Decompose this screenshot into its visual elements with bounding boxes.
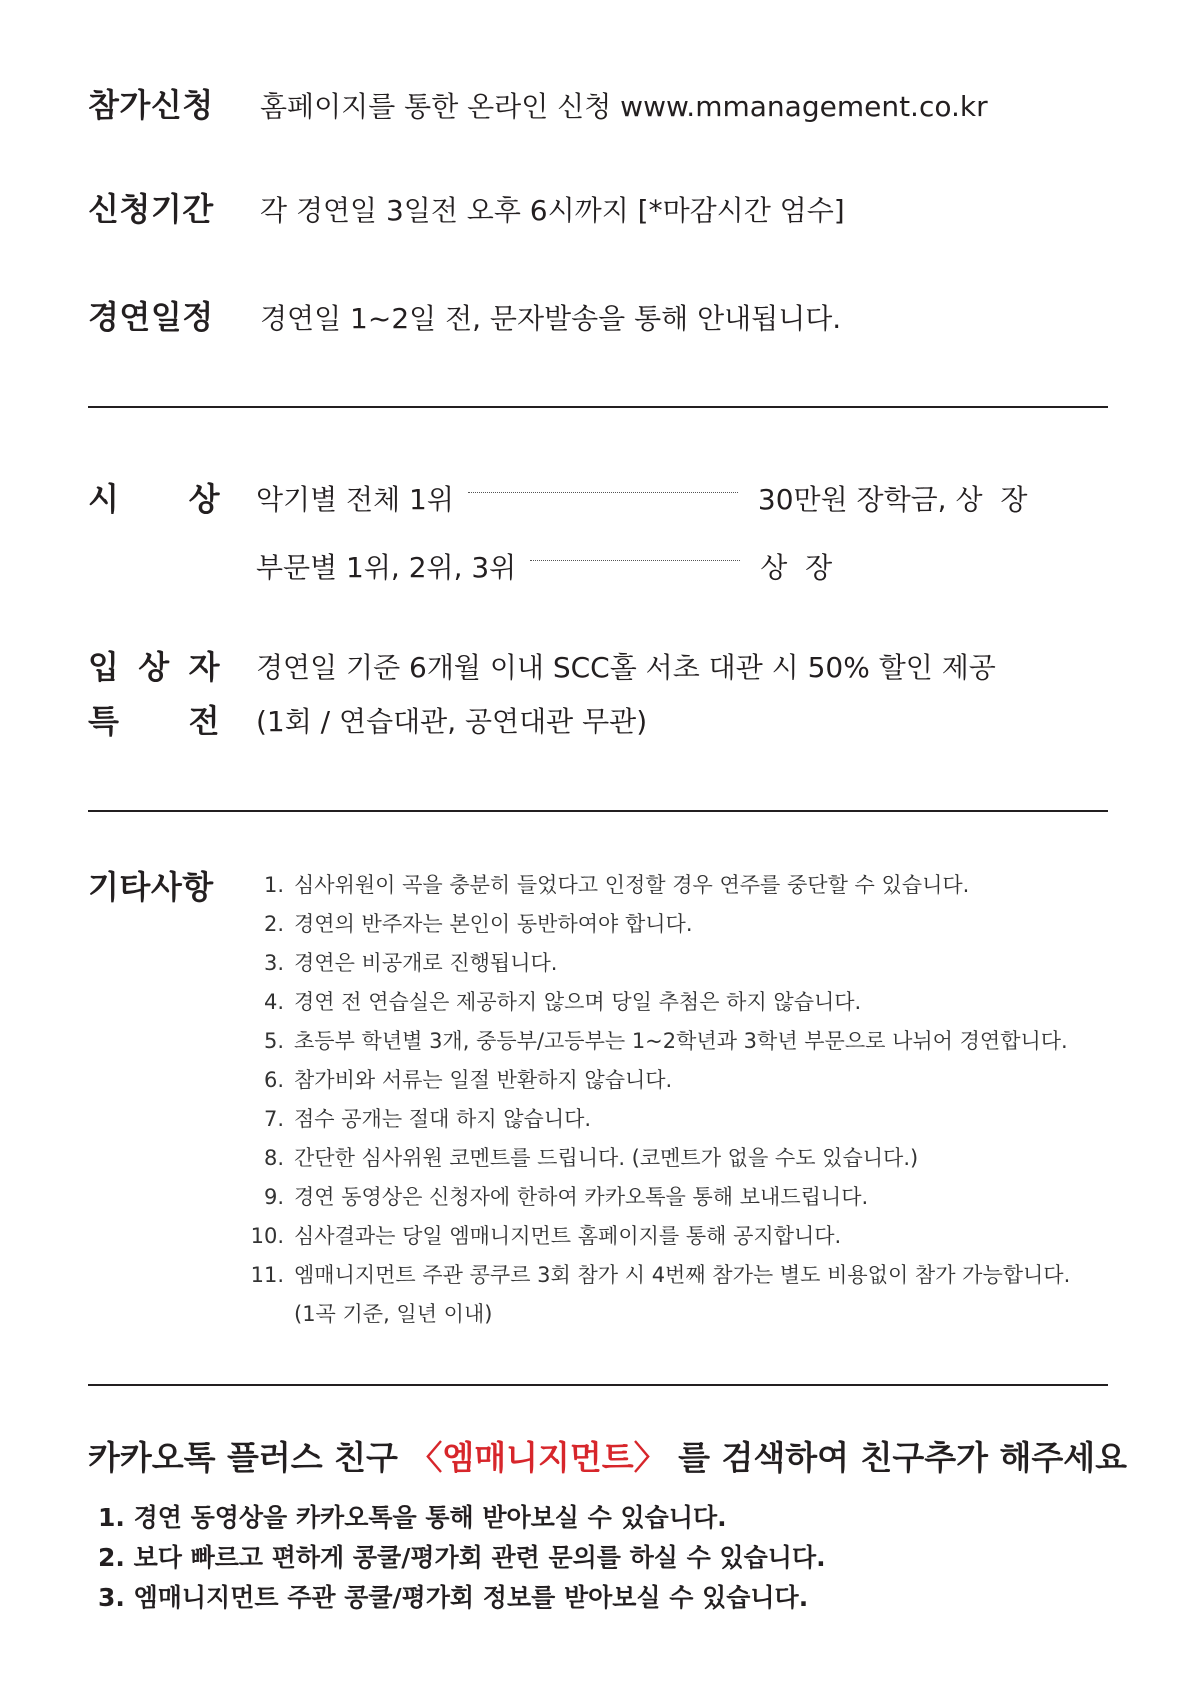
section-divider bbox=[88, 1384, 1108, 1386]
list-item-number bbox=[246, 1295, 284, 1334]
kakao-title-prefix: 카카오톡 플러스 친구 bbox=[88, 1438, 410, 1477]
list-item-number: 5. bbox=[263, 1029, 284, 1053]
list-item-number: 8. bbox=[263, 1146, 284, 1170]
schedule-value: 경연일 1~2일 전, 문자발송을 통해 안내됩니다. bbox=[260, 302, 842, 335]
awards-label bbox=[88, 474, 220, 520]
award-item-reward: 30만원 장학금, 상 장 bbox=[757, 483, 1028, 516]
list-item bbox=[246, 866, 1126, 905]
application-period-label: 신청기간 bbox=[88, 190, 214, 228]
list-item-text: 점수 공개는 절대 하지 않습니다. bbox=[294, 1107, 592, 1131]
application-method-value: 홈페이지를 통한 온라인 신청 www.mmanagement.co.kr bbox=[260, 90, 988, 123]
kakao-benefits-list bbox=[98, 1498, 826, 1618]
award-item-reward: 상 장 bbox=[760, 551, 833, 584]
application-method-label: 참가신청 bbox=[88, 86, 214, 124]
section-divider bbox=[88, 810, 1108, 812]
list-item-number: 4. bbox=[263, 990, 284, 1014]
award-item-name: 악기별 전체 1위 bbox=[256, 483, 454, 516]
list-item bbox=[246, 1061, 1126, 1100]
list-item-number: 1. bbox=[263, 873, 284, 897]
list-item-text: (1곡 기준, 일년 이내) bbox=[294, 1302, 493, 1326]
list-item-text: 경연 동영상은 신청자에 한하여 카카오톡을 통해 보내드립니다. bbox=[294, 1185, 869, 1209]
list-item-text: 엠매니지먼트 주관 콩쿠르 3회 참가 시 4번째 참가는 별도 비용없이 참가 가능합니다. bbox=[294, 1263, 1071, 1287]
list-item-text: 심사결과는 당일 엠매니지먼트 홈페이지를 통해 공지합니다. bbox=[294, 1224, 842, 1248]
list-item bbox=[246, 983, 1126, 1022]
list-item bbox=[246, 1139, 1126, 1178]
list-item bbox=[246, 1100, 1126, 1139]
benefit-line1: 경연일 기준 6개월 이내 SCC홀 서초 대관 시 50% 할인 제공 bbox=[256, 651, 996, 684]
section-divider bbox=[88, 406, 1108, 408]
schedule-row bbox=[88, 292, 841, 338]
list-item-text: 참가비와 서류는 일절 반환하지 않습니다. bbox=[294, 1068, 673, 1092]
list-item-text: 간단한 심사위원 코멘트를 드립니다. (코멘트가 없을 수도 있습니다.) bbox=[294, 1146, 919, 1170]
awards-label-char: 상 bbox=[188, 480, 220, 518]
benefit-line2: (1회 / 연습대관, 공연대관 무관) bbox=[256, 705, 648, 738]
kakao-title-suffix: 를 검색하여 친구추가 해주세요 bbox=[666, 1438, 1128, 1477]
benefit-label-char: 전 bbox=[188, 702, 220, 740]
list-item-number: 9. bbox=[263, 1185, 284, 1209]
list-item-number: 3. bbox=[263, 951, 284, 975]
list-item bbox=[246, 1256, 1126, 1295]
list-item bbox=[246, 905, 1126, 944]
list-item-number: 11. bbox=[250, 1263, 284, 1287]
benefit-label-line1 bbox=[88, 642, 220, 688]
application-period-value: 각 경연일 3일전 오후 6시까지 [*마감시간 엄수] bbox=[260, 194, 845, 227]
award-item bbox=[256, 546, 1056, 586]
list-item-text: 심사위원이 곡을 충분히 들었다고 인정할 경우 연주를 중단할 수 있습니다. bbox=[294, 873, 970, 897]
list-item-text: 초등부 학년별 3개, 중등부/고등부는 1~2학년과 3학년 부문으로 나뉘어 경연합니다. bbox=[294, 1029, 1068, 1053]
list-item bbox=[246, 944, 1126, 983]
list-item bbox=[246, 1217, 1126, 1256]
application-period-row bbox=[88, 184, 845, 230]
benefit-label-char: 자 bbox=[188, 648, 220, 686]
etc-label: 기타사항 bbox=[88, 868, 214, 906]
list-item: 2. 보다 빠르고 편하게 콩쿨/평가회 관련 문의를 하실 수 있습니다. bbox=[98, 1543, 826, 1572]
benefit-label-char: 상 bbox=[138, 648, 170, 686]
notes-list bbox=[246, 866, 1126, 1334]
list-item-number: 7. bbox=[263, 1107, 284, 1131]
benefit-label-char: 입 bbox=[88, 648, 120, 686]
list-item bbox=[246, 1022, 1126, 1061]
list-item-text: 경연은 비공개로 진행됩니다. bbox=[294, 951, 558, 975]
list-item-number: 2. bbox=[263, 912, 284, 936]
awards-label-char: 시 bbox=[88, 480, 120, 518]
list-item: 3. 엠매니지먼트 주관 콩쿨/평가회 정보를 받아보실 수 있습니다. bbox=[98, 1583, 809, 1612]
dotted-leader bbox=[530, 560, 740, 561]
kakao-channel-name: 〈엠매니지먼트〉 bbox=[409, 1438, 667, 1477]
list-item-text: 경연의 반주자는 본인이 동반하여야 합니다. bbox=[294, 912, 693, 936]
list-item-number: 6. bbox=[263, 1068, 284, 1092]
award-item bbox=[256, 478, 1056, 518]
kakao-title bbox=[88, 1432, 1127, 1479]
list-item bbox=[246, 1295, 1126, 1334]
application-method-row bbox=[88, 80, 988, 126]
award-item-name: 부문별 1위, 2위, 3위 bbox=[256, 551, 517, 584]
list-item: 1. 경연 동영상을 카카오톡을 통해 받아보실 수 있습니다. bbox=[98, 1503, 727, 1532]
benefit-label-char: 특 bbox=[88, 702, 120, 740]
dotted-leader bbox=[468, 492, 738, 493]
list-item-text: 경연 전 연습실은 제공하지 않으며 당일 추첨은 하지 않습니다. bbox=[294, 990, 862, 1014]
benefit-label-line2 bbox=[88, 696, 220, 742]
list-item bbox=[246, 1178, 1126, 1217]
schedule-label: 경연일정 bbox=[88, 298, 214, 336]
etc-label-row bbox=[88, 862, 214, 908]
list-item-number: 10. bbox=[250, 1224, 284, 1248]
